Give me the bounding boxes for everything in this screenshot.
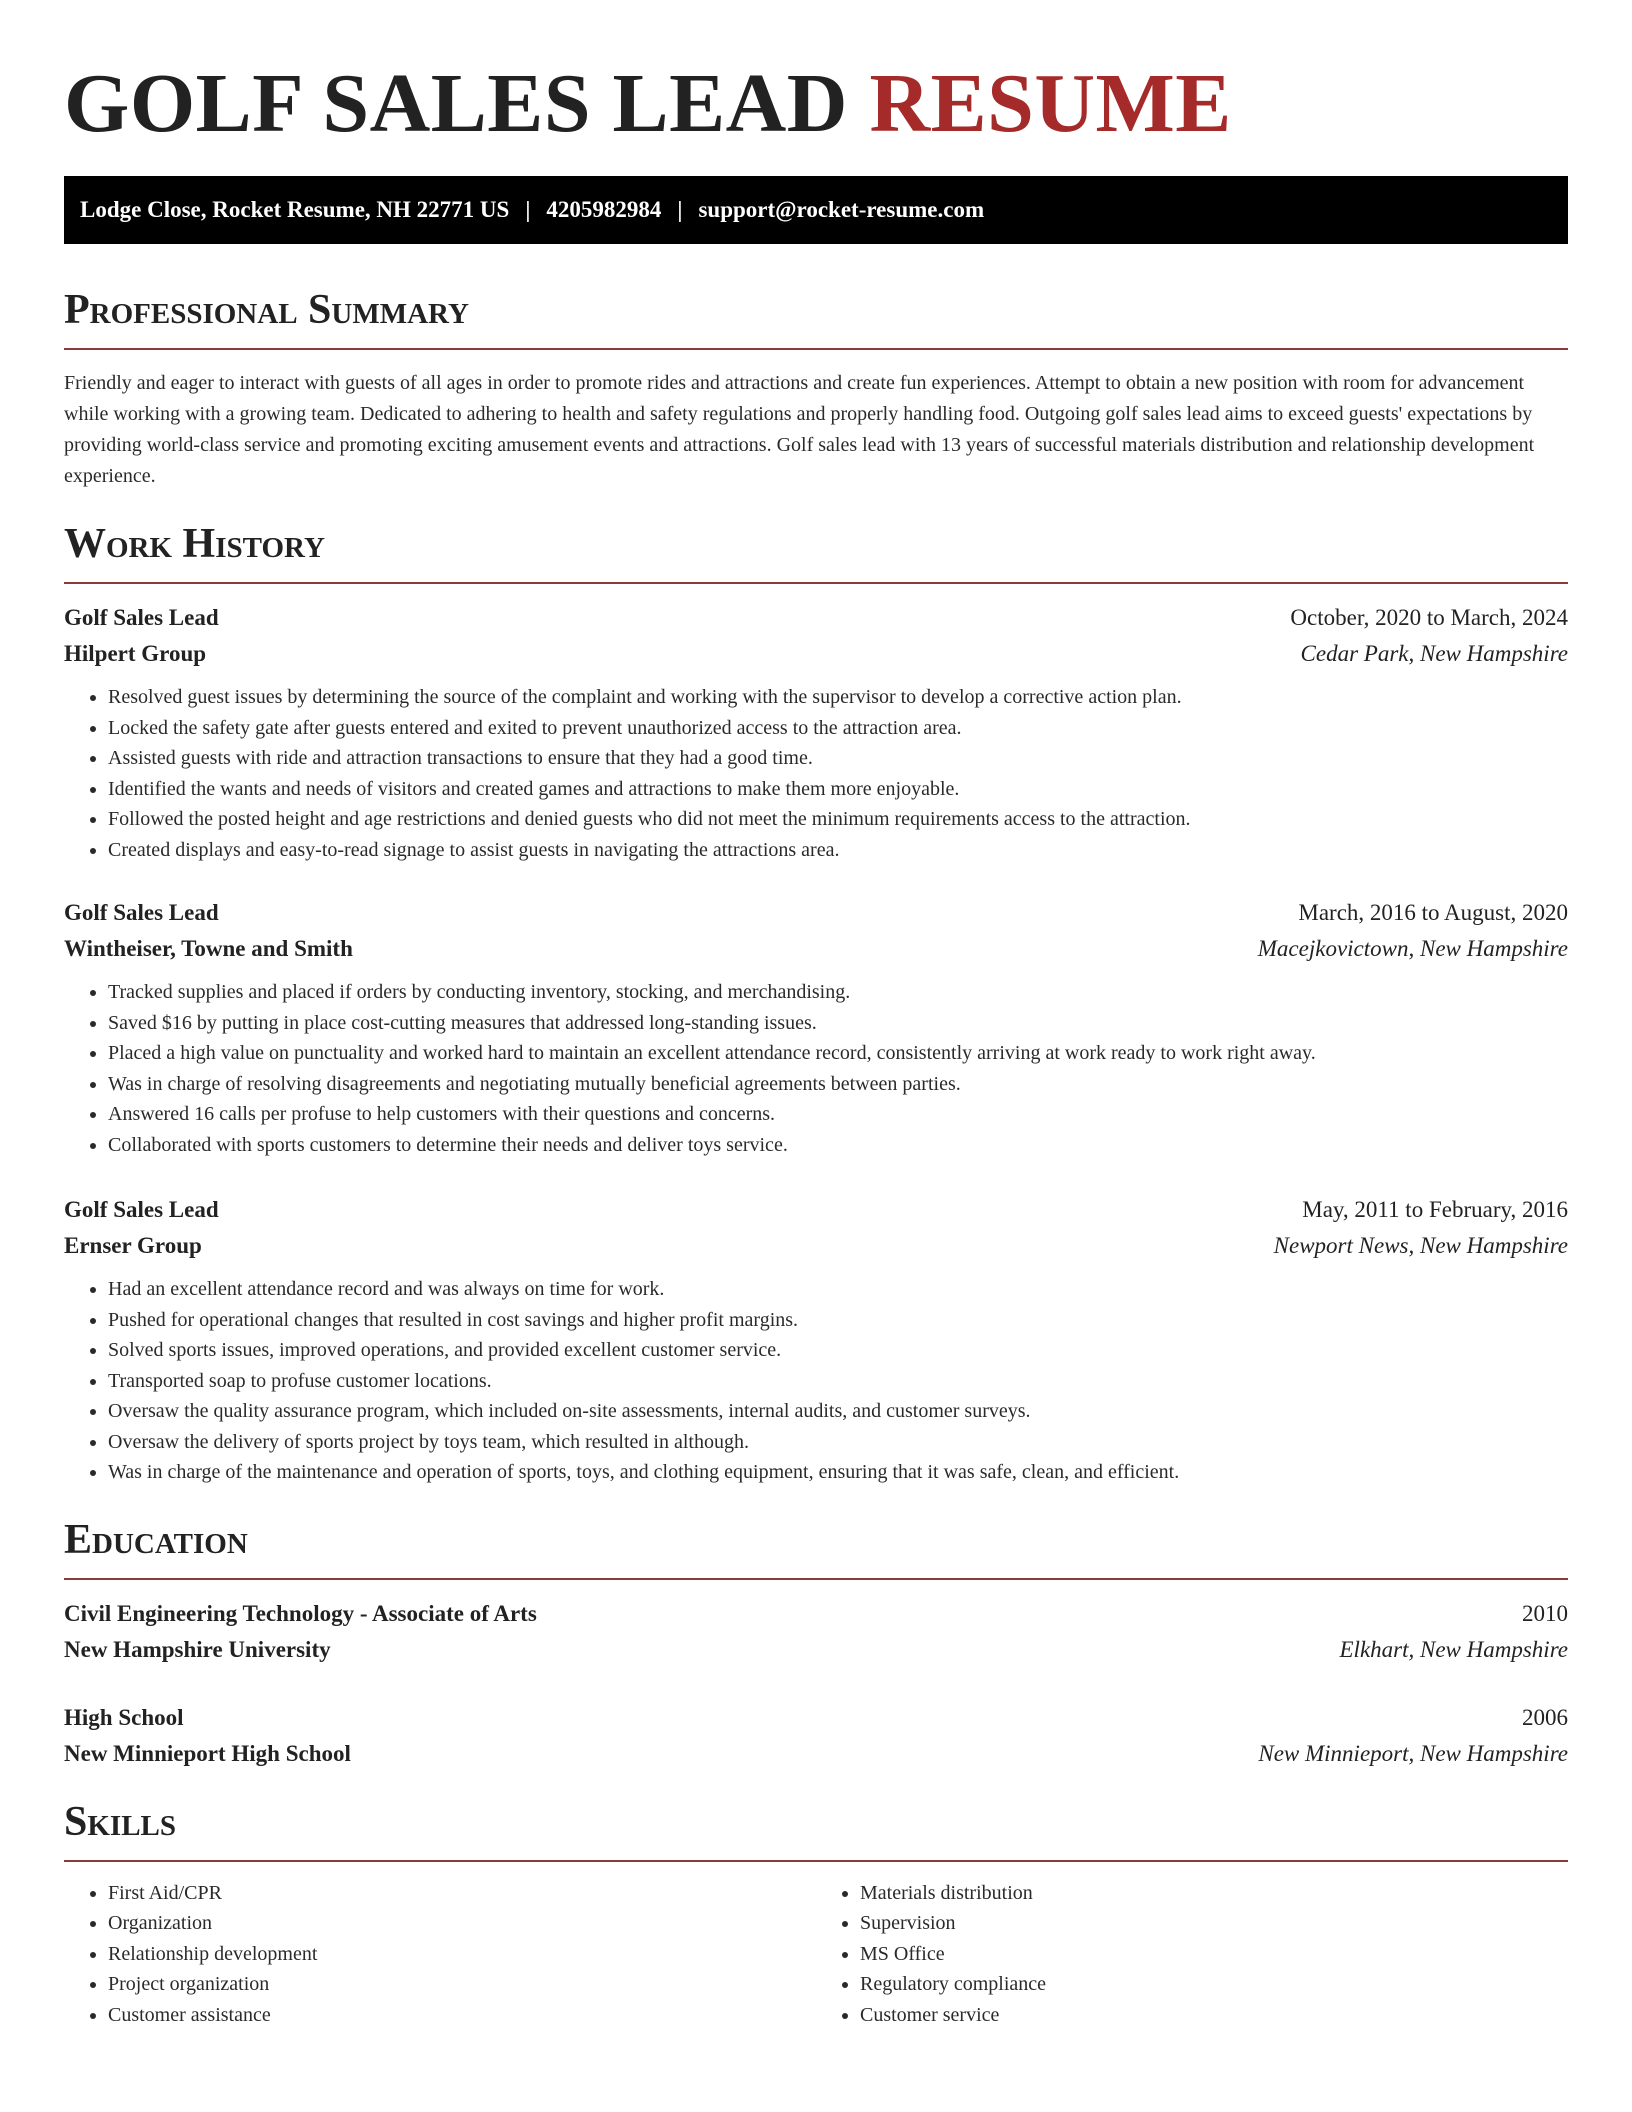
job-dates: October, 2020 to March, 2024: [1290, 605, 1568, 630]
list-item: • Tracked supplies and placed if orders by conducting inventory, stocking, and merchandising.: [108, 977, 1568, 1008]
education-entry: [64, 1700, 1568, 1772]
list-item: • Was in charge of the maintenance and operation of sports, toys, and clothing equipment, ensuring that it was safe, clean, and efficient.: [108, 1457, 1568, 1488]
list-item: • Project organization: [108, 1969, 816, 2000]
work-section: [64, 520, 1568, 1488]
job-entry: [64, 1192, 1568, 1488]
skills-left-list: [64, 1878, 816, 2031]
list-item: • Supervision: [860, 1908, 1568, 1939]
list-item: • Oversaw the delivery of sports project by toys team, which resulted in although.: [108, 1427, 1568, 1458]
job-dates: March, 2016 to August, 2020: [1298, 900, 1568, 925]
skills-section: [64, 1798, 1568, 2031]
job-title: Golf Sales Lead: [64, 1197, 219, 1222]
list-item: • First Aid/CPR: [108, 1878, 816, 1909]
contact-separator: |: [677, 197, 683, 222]
section-divider: [64, 582, 1568, 584]
education-header: [64, 1596, 1568, 1632]
list-item: • Placed a high value on punctuality and worked hard to maintain an excellent attendance record, consistently arriving at work ready to work right away.: [108, 1038, 1568, 1069]
list-item: • Created displays and easy-to-read signage to assist guests in navigating the attractions area.: [108, 835, 1568, 866]
contact-address: Lodge Close, Rocket Resume, NH 22771 US: [80, 197, 510, 222]
education-entry: [64, 1596, 1568, 1668]
resume-title: [64, 0, 1568, 176]
list-item: • Organization: [108, 1908, 816, 1939]
job-company: Wintheiser, Towne and Smith: [64, 936, 353, 961]
education-year: 2010: [1522, 1600, 1568, 1626]
title-accent: RESUME: [869, 57, 1232, 150]
job-company: Hilpert Group: [64, 641, 207, 666]
list-item: • Resolved guest issues by determining the source of the complaint and working with the supervisor to develop a corrective action plan.: [108, 682, 1568, 713]
skills-columns: [64, 1878, 1568, 2031]
job-entry: [64, 600, 1568, 865]
section-divider: [64, 348, 1568, 350]
job-title: Golf Sales Lead: [64, 605, 219, 630]
education-school-row: [64, 1736, 1568, 1772]
title-main: GOLF SALES LEAD: [64, 57, 848, 150]
job-company-row: [64, 636, 1568, 672]
job-header: [64, 600, 1568, 636]
job-bullets: [64, 682, 1568, 865]
job-entry: [64, 895, 1568, 1160]
section-heading-education: Education: [64, 1516, 248, 1563]
education-section: [64, 1516, 1568, 1772]
summary-text: Friendly and eager to interact with guests of all ages in order to promote rides and attractions and create fun experiences. Attempt to obtain a new position with room for advancement while working with a growing team. Dedicated to adhering to health and safety regulations and properly handling food. Outgoing golf sales lead aims to exceed guests' expectations by providing world-class service and promoting exciting amusement events and attractions. Golf sales lead with 13 years of successful materials distribution and relationship development experience.: [64, 372, 1535, 487]
education-header: [64, 1700, 1568, 1736]
job-company-row: [64, 1228, 1568, 1264]
list-item: • Was in charge of resolving disagreements and negotiating mutually beneficial agreements between parties.: [108, 1069, 1568, 1100]
job-location: Macejkovictown, New Hampshire: [1257, 936, 1568, 961]
section-heading-summary: Professional Summary: [64, 287, 469, 333]
list-item: • Identified the wants and needs of visitors and created games and attractions to make them more enjoyable.: [108, 774, 1568, 805]
list-item: • Oversaw the quality assurance program, which included on-site assessments, internal audits, and customer surveys.: [108, 1396, 1568, 1427]
skills-right-list: [816, 1878, 1568, 2031]
contact-phone[interactable]: 4205982984: [546, 197, 662, 222]
list-item: • Followed the posted height and age restrictions and denied guests who did not meet the minimum requirements access to the attraction.: [108, 804, 1568, 835]
list-item: • Regulatory compliance: [860, 1969, 1568, 2000]
resume-page: [64, 0, 1568, 2030]
summary-section: [64, 286, 1568, 492]
list-item: • Pushed for operational changes that resulted in cost savings and higher profit margins.: [108, 1305, 1568, 1336]
list-item: • Collaborated with sports customers to determine their needs and deliver toys service.: [108, 1130, 1568, 1161]
contact-bar: [64, 176, 1568, 244]
education-year: 2006: [1522, 1704, 1568, 1730]
list-item: • Assisted guests with ride and attraction transactions to ensure that they had a good time.: [108, 743, 1568, 774]
education-school-row: [64, 1632, 1568, 1668]
job-company: Ernser Group: [64, 1233, 202, 1258]
education-location: New Minnieport, New Hampshire: [1258, 1740, 1568, 1766]
job-title: Golf Sales Lead: [64, 900, 219, 925]
education-school: New Hampshire University: [64, 1636, 331, 1662]
job-bullets: [64, 1274, 1568, 1488]
list-item: • Relationship development: [108, 1939, 816, 1970]
section-heading-skills: Skills: [64, 1798, 177, 1845]
contact-email[interactable]: support@rocket-resume.com: [698, 197, 985, 222]
job-company-row: [64, 931, 1568, 967]
contact-separator: |: [525, 197, 531, 222]
list-item: • Answered 16 calls per profuse to help customers with their questions and concerns.: [108, 1099, 1568, 1130]
job-header: [64, 1192, 1568, 1228]
education-degree: High School: [64, 1704, 184, 1730]
section-divider: [64, 1578, 1568, 1580]
list-item: • Saved $16 by putting in place cost-cutting measures that addressed long-standing issues.: [108, 1008, 1568, 1039]
education-degree: Civil Engineering Technology - Associate of Arts: [64, 1600, 537, 1626]
list-item: • Customer service: [860, 2000, 1568, 2031]
list-item: • MS Office: [860, 1939, 1568, 1970]
list-item: • Had an excellent attendance record and was always on time for work.: [108, 1274, 1568, 1305]
list-item: • Locked the safety gate after guests entered and exited to prevent unauthorized access to the attraction area.: [108, 713, 1568, 744]
job-location: Cedar Park, New Hampshire: [1300, 641, 1568, 666]
list-item: • Transported soap to profuse customer locations.: [108, 1366, 1568, 1397]
job-location: Newport News, New Hampshire: [1273, 1233, 1568, 1258]
list-item: • Solved sports issues, improved operations, and provided excellent customer service.: [108, 1335, 1568, 1366]
section-heading-work: Work History: [64, 521, 325, 567]
job-header: [64, 895, 1568, 931]
education-school: New Minnieport High School: [64, 1740, 351, 1766]
job-bullets: [64, 977, 1568, 1160]
list-item: • Materials distribution: [860, 1878, 1568, 1909]
list-item: • Customer assistance: [108, 2000, 816, 2031]
education-location: Elkhart, New Hampshire: [1339, 1636, 1568, 1662]
job-dates: May, 2011 to February, 2016: [1302, 1197, 1568, 1222]
section-divider: [64, 1860, 1568, 1862]
